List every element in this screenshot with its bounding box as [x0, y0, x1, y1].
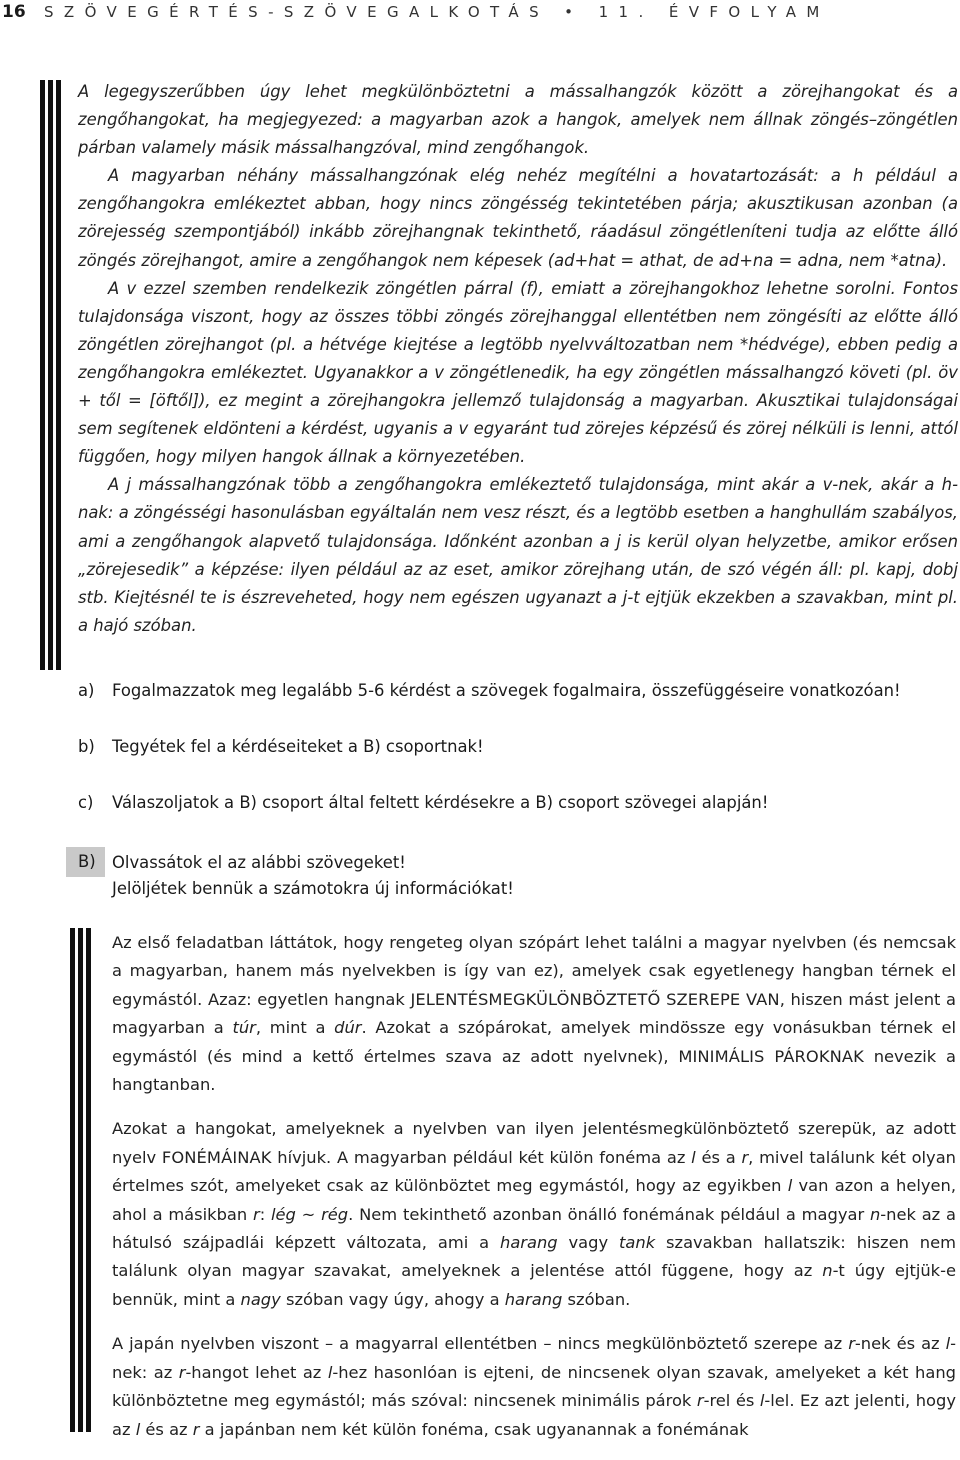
task-label: a) [78, 681, 95, 700]
task-text: Fogalmazzatok meg legalább 5-6 kérdést a szövegek fogalmaira, összefüggéseire vonatkozóan! [112, 681, 901, 700]
decorative-bars-top [40, 80, 64, 670]
intro-text [78, 78, 958, 640]
intro-paragraph-4: A j mássalhangzónak több a zengőhangokra emlékeztető tulajdonsága, mint akár a v-nek, akár a h-nak: a zöngésségi hasonulásban egyáltalán nem vesz részt, és a legtöbb esetben a hanghullám szabályos, ami a zengőhangok alapvető tulajdonsága. Időnként azonban a j is kerül olyan helyzetbe, amikor erősen „zörejesedik” a képzése: ilyen például az az eset, amikor zörejhang után, de szó végén áll: pl. kapj, dobj stb. Kiejtésnél te is észreveheted, hogy nem egészen ugyanazt a j-t ejtjük ekzekben a szavakban, mint pl. a hajó szóban. [78, 475, 958, 635]
task-text: Tegyétek fel a kérdéseiteket a B) csoportnak! [112, 737, 484, 756]
section-b-label: B) [66, 847, 105, 877]
reading-paragraph-2: Azokat a hangokat, amelyeknek a nyelvben van ilyen jelentésmegkülönböztető szerepük, az adott nyelv FONÉMÁINAK hívjuk. A magyarban például két külön fonéma az l és a r, mivel találunk két olyan értelmes szót, amelyeket csak az különböztet meg egymástól, hogy az egyikben l van azon a helyen, ahol a másikban r: lég ~ rég. Nem tekinthető azonban önálló fonémának például a magyar n-nek az a hátulsó szájpadlái képzett változata, ami a harang vagy tank szavakban hallatszik: hiszen nem találunk olyan magyar szavakat, amelyeknek a jelentése attól függene, hogy az n-t úgy ejtjük-e bennük, mint a nagy szóban vagy úgy, ahogy a harang szóban. [112, 1119, 957, 1309]
task-label: b) [78, 737, 95, 756]
running-title: SZÖVEGÉRTÉS-SZÖVEGALKOTÁS • 11. ÉVFOLYAM [44, 3, 830, 21]
intro-paragraph-2: A magyarban néhány mássalhangzónak elég nehéz megítélni a hovatartozását: a h például a zengőhangokra emlékeztet abban, hogy nincs zöngésség tekintetében párja; akusztikusan azonban (a zörejesség szempontjából) inkább zörejhangnak tekinthető, ráadásul zöngétleníteni tudja az előtte álló zöngés zörejhangot, amire a zengőhangok nem képesek (ad+hat = athat, de ad+na = adna, nem *atna). [78, 166, 958, 270]
section-b-line-2: Jelöljétek bennük a számotokra új információkat! [112, 879, 514, 898]
section-b-line-1: Olvassátok el az alábbi szövegeket! [112, 853, 406, 872]
section-b-instructions [112, 850, 514, 902]
task-text: Válaszoljatok a B) csoport által feltett kérdésekre a B) csoport szövegei alapján! [112, 793, 769, 812]
task-label: c) [78, 793, 94, 812]
intro-paragraph-1: A legegyszerűbben úgy lehet megkülönböztetni a mássalhangzók között a zörejhangokat és a zengőhangokat, ha megjegyezed: a magyarban azok a hangok, amelyek nem állnak zöngés–zöngétlen párban valamely másik mássalhangzóval, mind zengőhangok. [78, 82, 958, 158]
reading-text [112, 929, 956, 1460]
reading-paragraph-1: Az első feladatban láttátok, hogy rengeteg olyan szópárt lehet találni a magyar nyelvben (és nemcsak a magyarban, hanem más nyelvekben is így van ez), amelyek csak egyetlenegy hangban térnek el egymástól. Azaz: egyetlen hangnak JELENTÉSMEGKÜLÖNBÖZTETŐ SZEREPE VAN, hiszen mást jelent a magyarban a túr, mint a dúr. Azokat a szópárokat, amelyek mindössze egy vonásukban térnek el egymástól (és mind a kettő értelmes szava az adott nyelvnek), MINIMÁLIS PÁROKNAK nevezik a hangtanban. [112, 933, 957, 1095]
running-header [0, 2, 960, 24]
reading-paragraph-3: A japán nyelvben viszont – a magyarral ellentétben – nincs megkülönböztető szerepe az r-nek és az l-nek: az r-hangot lehet az l-hez hasonlóan is ejteni, de nincsenek olyan szavak, amelyeket a két hang különböztetne meg egymástól; más szóval: nincsenek minimális párok r-rel és l-lel. Ez azt jelenti, hogy az l és az r a japánban nem két külön fonéma, csak ugyanannak a fonémának [112, 1334, 957, 1439]
decorative-bars-bottom [70, 928, 92, 1432]
intro-paragraph-3: A v ezzel szemben rendelkezik zöngétlen párral (f), emiatt a zörejhangokhoz lehetne sorolni. Fontos tulajdonsága viszont, hogy az összes többi zöngés zörejhanggal ellentétben nem zöngésíti az előtte álló zöngétlen zörejhangot (pl. a hétvége kiejtése a legtöbb nyelvváltozatban nem *hédvége), ebben pedig a zengőhangokra emlékeztet. Ugyanakkor a v zöngétlenedik, ha egy zöngétlen mássalhangzó követi (pl. öv + től = [öftől]), ez megint a zörejhangokra jellemző tulajdonság a magyarban. Akusztikai tulajdonságai sem segítenek eldönteni a kérdést, ugyanis a v egyaránt tud zörejes képzésű és zörej nélküli is lenni, attól függően, hogy milyen hangok állnak a környezetében. [78, 278, 958, 467]
page-number: 16 [2, 2, 26, 22]
